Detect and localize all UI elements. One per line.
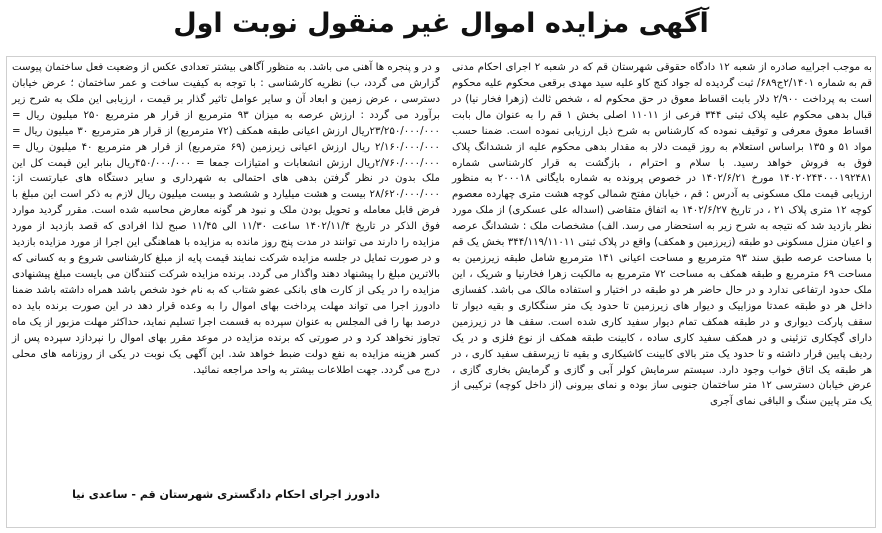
notice-signature: دادورز اجرای احکام دادگستری شهرستان قم - ساعدی نیا <box>72 488 380 501</box>
notice-right-column <box>452 60 872 410</box>
notice-left-column-text: و در و پنجره ها آهنی می باشد. به منظور آگاهی بیشتر تعدادی عکس از وضعیت فعل ساختمان پیوست گزارش می گردد، ب) نظریه کارشناسی : با توجه به کیفیت ساخت و عمر ساختمان ؛ عرض خیابان دسترسی ، عرض زمین و ابعاد آن و سایر عوامل تاثیر گذار بر قیمت ، ارزیابی این ملک به شرح زیر برآورد می گردد : ارزش عرصه به میزان ۹۳ مترمربع از قرار هر مترمربع ۲۵۰ میلیون ریال = ۲۳/۲۵۰/۰۰۰/۰۰۰ریال ارزش اعیانی طبقه همکف (۷۲ مترمربع) از قرار هر مترمربع ۳۰ میلیون ریال = ۲/۱۶۰/۰۰۰/۰۰۰ ریال ارزش اعیانی زیرزمین (۶۹ مترمربع) از قرار هر مترمربع ۴۰ میلیون ریال = ۲/۷۶۰/۰۰۰/۰۰۰ریال ارزش انشعابات و امتیازات جمعا = ۴۵۰/۰۰۰/۰۰۰ریال بنابر این قیمت کل این ملک بدون در نظر گرفتن بدهی های احتمالی به شهرداری و سایر دستگاه های عبارتست از: ۲۸/۶۲۰/۰۰۰/۰۰۰ بیست و هشت میلیارد و ششصد و بیست میلیون ریال لازم به ذکر است این مبلغ با فرض قابل معامله و تحویل بودن ملک و نبود هر گونه معارض محاسبه شده است. مقرر گردید موارد فوق الذکر در تاریخ ۱۴۰۲/۱۱/۴ ساعت ۱۱/۳۰ الی ۱۱/۴۵ صبح لذا افرادی که قصد بازدید از مورد مزایده را دارند می توانند در مدت پنج روز مانده به مزایده با هماهنگی این اجرا از مورد مزایده بازدید و در صورت تمایل در جلسه مزایده شرکت نمایند قیمت پایه از مبلغ کارشناسی شروع و به کسانی که بالاترین مبلغ را پیشنهاد دهند واگذار می گردد. برنده مزایده شرکت کنندگان می بایست مبلغ پیشنهادی مزایده را در یکی از کارت های بانکی عضو شتاب که به نام خود شخص باشد همراه داشته باشد ضمنا دادورز اجرا می تواند مهلت پرداخت بهای اموال را به وعده قرار دهد در این صورت برنده باید ده درصد بها را فی المجلس به عنوان سپرده به قسمت اجرا تسلیم نماید، حداکثر مهلت مزبور از یک ماه تجاوز نخواهد کرد و در صورتی که برنده مزایده در موعد مقرر بهای اموال را نپردازد سپرده پس از کسر هزینه مزایده به نفع دولت ضبط خواهد شد. این آگهی یک نوبت در یکی از روزنامه های محلی درج می گردد. جهت اطلاعات بیشتر به واحد مراجعه نمائید. <box>12 62 440 376</box>
notice-right-column-text: به موجب اجراییه صادره از شعبه ۱۲ دادگاه حقوقی شهرستان قم که در شعبه ۲ اجرای احکام مدنی قم به شماره ۲/۱۴۰۱ج۶۸۹/ ثبت گردیده له جواد کنج کاو علیه سید مهدی برقعی محکوم علیه محکوم است به پرداخت ۲/۹۰۰ دلار بابت اقساط معوق در حق محکوم له ، شخص ثالث (زهرا فخار نیا) در قبال بدهی محکوم علیه پلاک ثبتی ۳۴۴ فرعی از ۱۱۰۱۱ اصلی بخش ۱ قم را به عنوان مال بابت اقساط معوق معرفی و توقیف نموده که کارشناس به شرح ذیل ارزیابی نموده است. ضمنا حسب مواد ۵۱ و ۱۳۵ براساس استعلام به روز قیمت دلار به مقدار بدهی محکوم علیه از ششدانگ پلاک فوق به فروش خواهد رسید. با سلام و احترام ، بازگشت به قرار کارشناسی شماره ۱۴۰۲۰۲۴۴۰۰۰۱۹۲۴۸۱ مورخ ۱۴۰۲/۶/۲۱ در خصوص پرونده به شماره بایگانی ۲۰۰۰۱۸ به منظور ارزیابی قیمت ملک مسکونی به آدرس : قم ، خیابان مفتح شمالی کوچه هشت متری چهارده معصوم کوچه ۱۲ متری پلاک ۲۱ ، در تاریخ ۱۴۰۲/۶/۲۷ به اتفاق متقاضی (اسداله علی عسکری) از ملک مورد نظر بازدید شد که نتیجه به شرح زیر به استحضار می رسد. الف) مشخصات ملک : ششدانگ عرصه و اعیان منزل مسکونی دو طبقه (زیرزمین و همکف) واقع در پلاک ثبتی ۳۴۴/۱۱۹/۱۱۰۱۱ بخش یک قم با مساحت عرصه طبق سند ۹۳ مترمربع و مساحت اعیانی ۱۴۱ مترمربع شامل طبقه زیرزمین به مساحت ۶۹ مترمربع و طبقه همکف به مساحت ۷۲ مترمربع به مالکیت زهرا فخارنیا و شریک ، این ملک حدود ارتفاعی ندارد و در حال حاضر هر دو طبقه در اختیار و استفاده مالک می باشد. کفسازی داخل هر دو طبقه عمدتا موزاییک و دیوار های زیرزمین تا حدود یک متر سنگکاری و بقیه دیوار تا سقف پارکت دیواری و در طبقه همکف تمام دیوار سفید کاری شده است. سقف ها در زیرزمین دارای گچکاری تزئینی و در همکف سفید کاری ساده ، کابینت طبقه همکف از نوع فلزی و در یک ردیف پایین قرار داشته و تا حدود یک متر بالای کابینت کاشیکاری و بقیه تا زیرسقف سفید کاری ، در هر طبقه یک اتاق خواب وجود دارد. سیستم سرمایش کولر آبی و گازی و گرمایش بخاری گازی ، عرض خیابان دسترسی ۱۲ متر ساختمان جنوبی ساز بوده و نمای بیرونی (از داخل کوچه) ترکیبی از یک متر پایین سنگ و الباقی نمای آجری <box>452 62 873 408</box>
notice-title: آگهی مزایده اموال غیر منقول نوبت اول <box>173 8 709 39</box>
notice-left-column <box>12 60 440 378</box>
